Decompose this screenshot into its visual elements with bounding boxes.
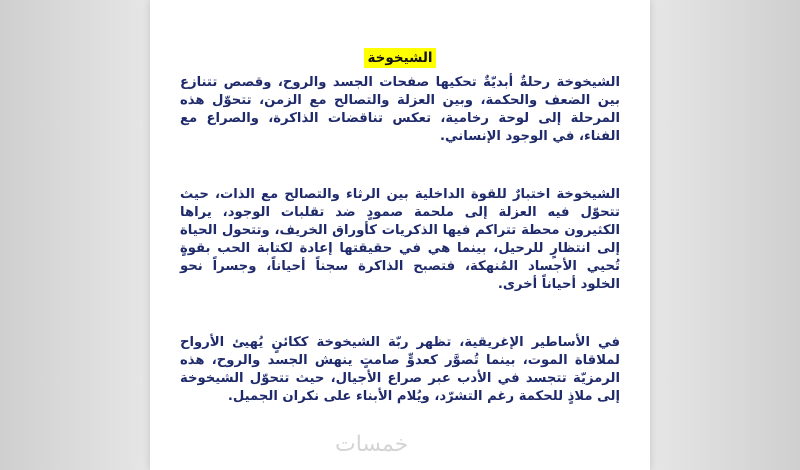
paragraph-1: الشيخوخة رحلةٌ أبديّةٌ تحكيها صفحات الجسد والروح، وقصص تتنازع بين الضعف والحكمة، وبين العزلة والتصالح مع الزمن، تتحوّل هذه المرحلة إلى لوحة رخامية، تعكس تناقضات الذاكرة، والصراع مع الفناء، في الوجود الإنساني.: [180, 75, 620, 144]
title-wrap: [180, 48, 620, 68]
document-title: الشيخوخة: [364, 48, 435, 68]
paragraph-3: في الأساطير الإغريقية، تظهر ربّة الشيخوخة ككائنٍ يُهيئ الأرواح لملاقاة الموت، بينما تُصوَّر كعدوٍّ صامتٍ ينهش الجسد والروح، هذه الرمزيّة تتجسد في الأدب عبر صراع الأجيال، حيث تتحوّل الشيخوخة إلى ملاذٍ للحكمة رغم التشرّد، ويُلام الأبناء على نكران الجميل.: [180, 335, 620, 404]
right-background: [650, 0, 800, 470]
watermark-logo: خمسات: [335, 432, 409, 457]
document-body: [180, 48, 620, 446]
document-page: [150, 0, 650, 470]
left-background: [0, 0, 150, 470]
paragraph-2: الشيخوخة اختبارٌ للقوة الداخلية بين الرثاء والتصالح مع الذات، حيث تتحوّل فيه العزلة إلى ملحمة صمودٍ ضد تقلبات الوجود، يراها الكثيرون محطة تتراكم فيها الذكريات كأوراق الخريف، وتتحول الحياة إلى انتظارٍ للرحيل، بينما هي في حقيقتها إعادة لكتابة الحب بقوةٍ تُحيي الأجساد المُنهكة، فتصبح الذاكرة سجناً أحياناً، وجسراً نحو الخلود أحياناً أخرى.: [180, 187, 620, 292]
